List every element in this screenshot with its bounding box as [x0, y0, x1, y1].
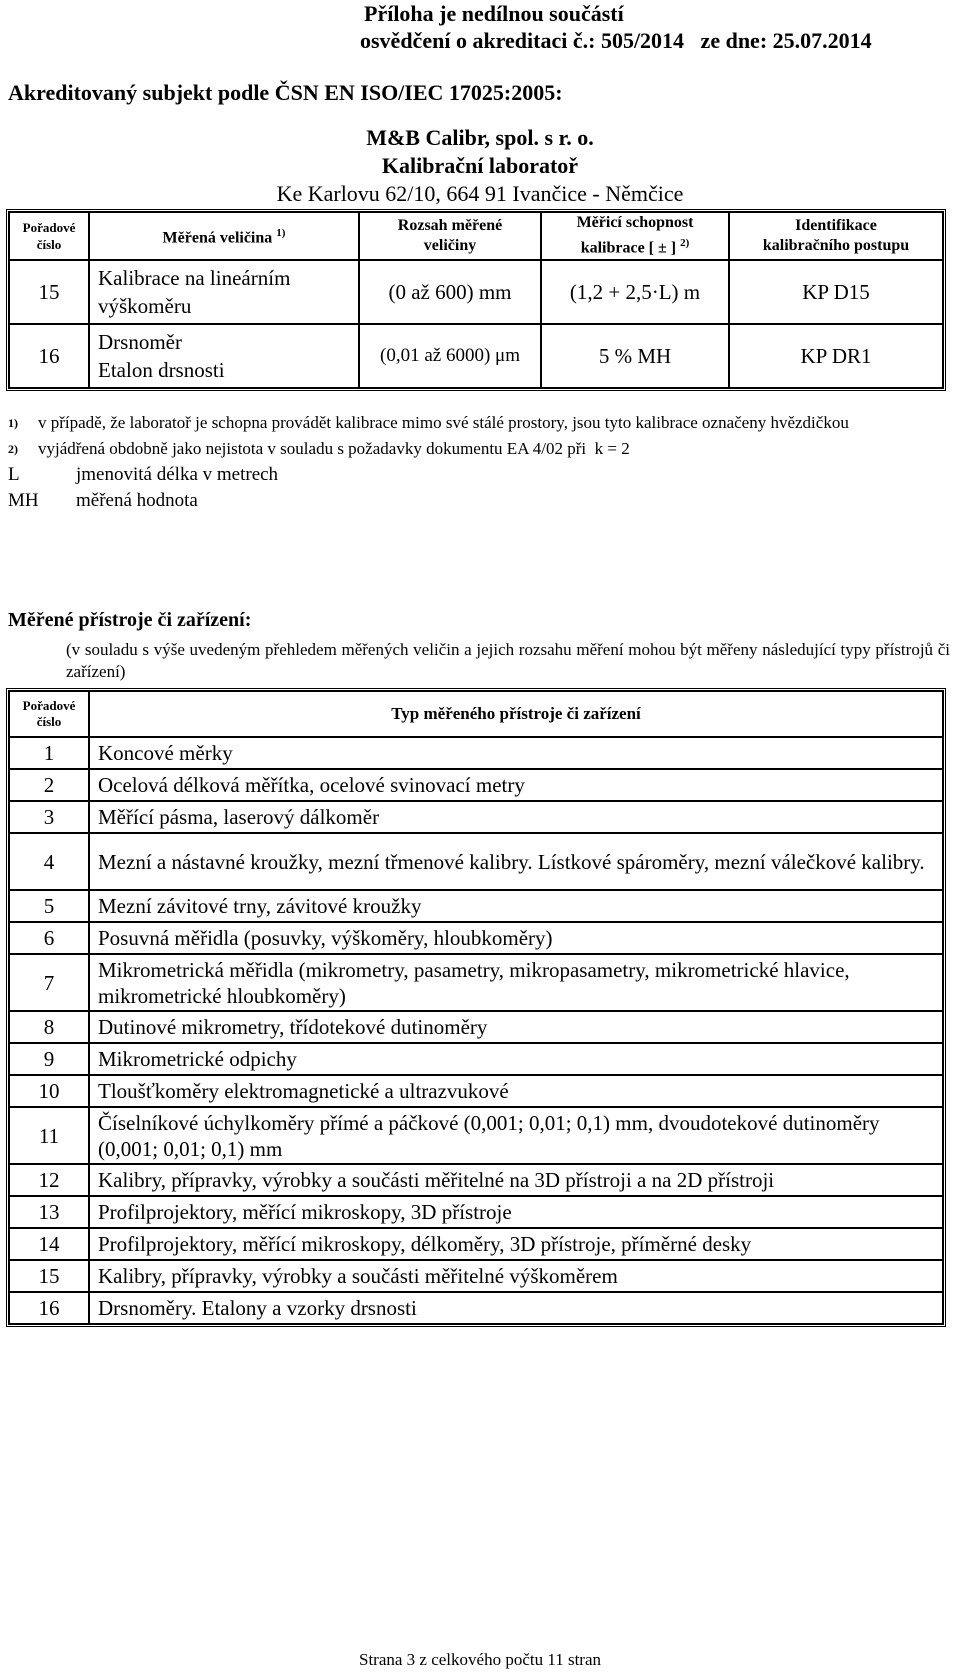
footnote-2-key: 2): [8, 442, 18, 456]
row-ident: KP DR1: [729, 324, 943, 388]
instruments-intro: (v souladu s výše uvedeným přehledem měřených veličin a jejich rozsahu měření mohou být měřeny následující typy přístrojů či zařízení): [66, 640, 950, 681]
row-number: 5: [9, 890, 89, 922]
footnote-1: [8, 412, 948, 434]
company-name: M&B Calibr, spol. s r. o.: [366, 125, 594, 150]
table-row: [9, 833, 943, 890]
accreditation-statement: Akreditovaný subjekt podle ČSN EN ISO/IEC 17025:2005:: [8, 80, 563, 105]
footnote-2: [8, 438, 948, 460]
footnotes: [8, 412, 948, 516]
header-ident-1: Identifikace: [795, 217, 877, 234]
table-row: [9, 1260, 943, 1292]
header-ident-2: kalibračního postupu: [762, 237, 910, 254]
table-row: [9, 1164, 943, 1196]
row-number: 8: [9, 1011, 89, 1043]
row-number: 15: [9, 260, 89, 324]
header-poradi-2: číslo: [36, 714, 62, 729]
header-poradi-2: číslo: [36, 237, 62, 252]
header-velicina-sup: 1): [276, 227, 286, 240]
row-schopnost: (1,2 + 2,5·L) m: [541, 260, 729, 324]
row-velicina-2: výškoměru: [98, 294, 192, 318]
row-instrument-type: Kalibry, přípravky, výrobky a součásti měřitelné výškoměrem: [89, 1260, 943, 1292]
row-instrument-type: Koncové měrky: [89, 737, 943, 769]
row-velicina-2: Etalon drsnosti: [98, 358, 225, 382]
row-instrument-type: Posuvná měřidla (posuvky, výškoměry, hloubkoměry): [89, 922, 943, 954]
legend-l-key: L: [8, 464, 20, 485]
legend-l: [8, 464, 948, 486]
header-velicina-text: Měřená veličina: [162, 229, 273, 247]
header-poradi: [9, 212, 89, 260]
row-instrument-type: Číselníkové úchylkoměry přímé a páčkové (0,001; 0,01; 0,1) mm, dvoudotekové dutinoměry (0,001; 0,01; 0,1) mm: [89, 1107, 943, 1164]
instruments-table-header: [9, 691, 943, 737]
table-row: [9, 954, 943, 1011]
row-number: 16: [9, 1292, 89, 1324]
annex-header: [360, 0, 940, 54]
row-ident: KP D15: [729, 260, 943, 324]
annex-line-2: osvědčení o akreditaci č.: 505/2014 ze dne: 25.07.2014: [360, 28, 872, 53]
row-number: 6: [9, 922, 89, 954]
instruments-table: [6, 688, 946, 1327]
row-velicina: [89, 324, 359, 388]
row-instrument-type: Mezní a nástavné kroužky, mezní třmenové kalibry. Lístkové spároměry, mezní válečkové kalibry.: [89, 833, 943, 890]
row-rozsah: (0,01 až 6000) μm: [359, 324, 541, 388]
legend-mh: [8, 490, 948, 512]
legend-l-text: jmenovitá délka v metrech: [76, 464, 279, 485]
row-number: 15: [9, 1260, 89, 1292]
row-number: 12: [9, 1164, 89, 1196]
header-rozsah-1: Rozsah měřené: [397, 217, 503, 234]
lab-block: [0, 124, 960, 208]
row-number: 16: [9, 324, 89, 388]
footnote-2-text: vyjádřená obdobně jako nejistota v souladu s požadavky dokumentu EA 4/02 při k = 2: [38, 439, 630, 458]
row-number: 2: [9, 769, 89, 801]
header-rozsah: [359, 212, 541, 260]
header-schopnost: [541, 212, 729, 260]
calibration-table: [6, 209, 946, 391]
table-row: [9, 890, 943, 922]
header-schopnost-2: kalibrace [ ± ]: [580, 239, 677, 257]
row-instrument-type: Profilprojektory, měřící mikroskopy, 3D přístroje: [89, 1196, 943, 1228]
row-instrument-type: Dutinové mikrometry, třídotekové dutinoměry: [89, 1011, 943, 1043]
legend-mh-text: měřená hodnota: [76, 490, 198, 511]
row-instrument-type: Kalibry, přípravky, výrobky a součásti měřitelné na 3D přístroji a na 2D přístroji: [89, 1164, 943, 1196]
footnote-1-text: v případě, že laboratoř je schopna provádět kalibrace mimo své stálé prostory, jsou tyto kalibrace označeny hvězdičkou: [38, 413, 849, 432]
row-number: 1: [9, 737, 89, 769]
row-rozsah: (0 až 600) mm: [359, 260, 541, 324]
instruments-table-body: [9, 737, 943, 1324]
table-row: [9, 1228, 943, 1260]
instruments-title: Měřené přístroje či zařízení:: [8, 609, 252, 631]
row-number: 10: [9, 1075, 89, 1107]
header-rozsah-2: veličiny: [423, 237, 477, 254]
row-number: 7: [9, 954, 89, 1011]
table-row: [9, 260, 943, 324]
header-typ: Typ měřeného přístroje či zařízení: [89, 691, 943, 737]
page-footer: Strana 3 z celkového počtu 11 stran: [358, 1650, 602, 1669]
header-schopnost-sup: 2): [680, 237, 690, 250]
row-instrument-type: Měřící pásma, laserový dálkoměr: [89, 801, 943, 833]
table-row: [9, 1292, 943, 1324]
table-row: [9, 1075, 943, 1107]
row-velicina-1: Kalibrace na lineárním: [98, 266, 291, 290]
header-poradi: [9, 691, 89, 737]
table-row: [9, 1196, 943, 1228]
annex-line-1: Příloha je nedílnou součástí: [364, 1, 624, 26]
row-velicina: [89, 260, 359, 324]
row-number: 11: [9, 1107, 89, 1164]
table-row: [9, 737, 943, 769]
table-row: [9, 1107, 943, 1164]
row-instrument-type: Mikrometrické odpichy: [89, 1043, 943, 1075]
header-poradi-1: Pořadové: [22, 220, 76, 235]
legend-mh-key: MH: [8, 490, 39, 511]
row-velicina-1: Drsnoměr: [98, 330, 182, 354]
row-number: 14: [9, 1228, 89, 1260]
table-row: [9, 324, 943, 388]
header-velicina: [89, 212, 359, 260]
row-schopnost: 5 % MH: [541, 324, 729, 388]
table-row: [9, 769, 943, 801]
table-row: [9, 801, 943, 833]
lab-name: Kalibrační laboratoř: [381, 153, 579, 178]
row-instrument-type: Drsnoměry. Etalony a vzorky drsnosti: [89, 1292, 943, 1324]
footnote-1-key: 1): [8, 416, 18, 430]
row-number: 4: [9, 833, 89, 890]
header-poradi-1: Pořadové: [22, 698, 76, 713]
lab-address: Ke Karlovu 62/10, 664 91 Ivančice - Němčice: [276, 181, 684, 206]
header-schopnost-1: Měřicí schopnost: [576, 214, 694, 232]
row-number: 9: [9, 1043, 89, 1075]
row-instrument-type: Profilprojektory, měřící mikroskopy, délkoměry, 3D přístroje, příměrné desky: [89, 1228, 943, 1260]
header-ident: [729, 212, 943, 260]
row-instrument-type: Mezní závitové trny, závitové kroužky: [89, 890, 943, 922]
calibration-table-header: [9, 212, 943, 260]
table-row: [9, 1043, 943, 1075]
row-number: 3: [9, 801, 89, 833]
table-row: [9, 922, 943, 954]
table-row: [9, 1011, 943, 1043]
row-number: 13: [9, 1196, 89, 1228]
row-instrument-type: Ocelová délková měřítka, ocelové svinovací metry: [89, 769, 943, 801]
row-instrument-type: Mikrometrická měřidla (mikrometry, pasametry, mikropasametry, mikrometrické hlavice, mikrometrické hloubkoměry): [89, 954, 943, 1011]
row-instrument-type: Tloušťkoměry elektromagnetické a ultrazvukové: [89, 1075, 943, 1107]
